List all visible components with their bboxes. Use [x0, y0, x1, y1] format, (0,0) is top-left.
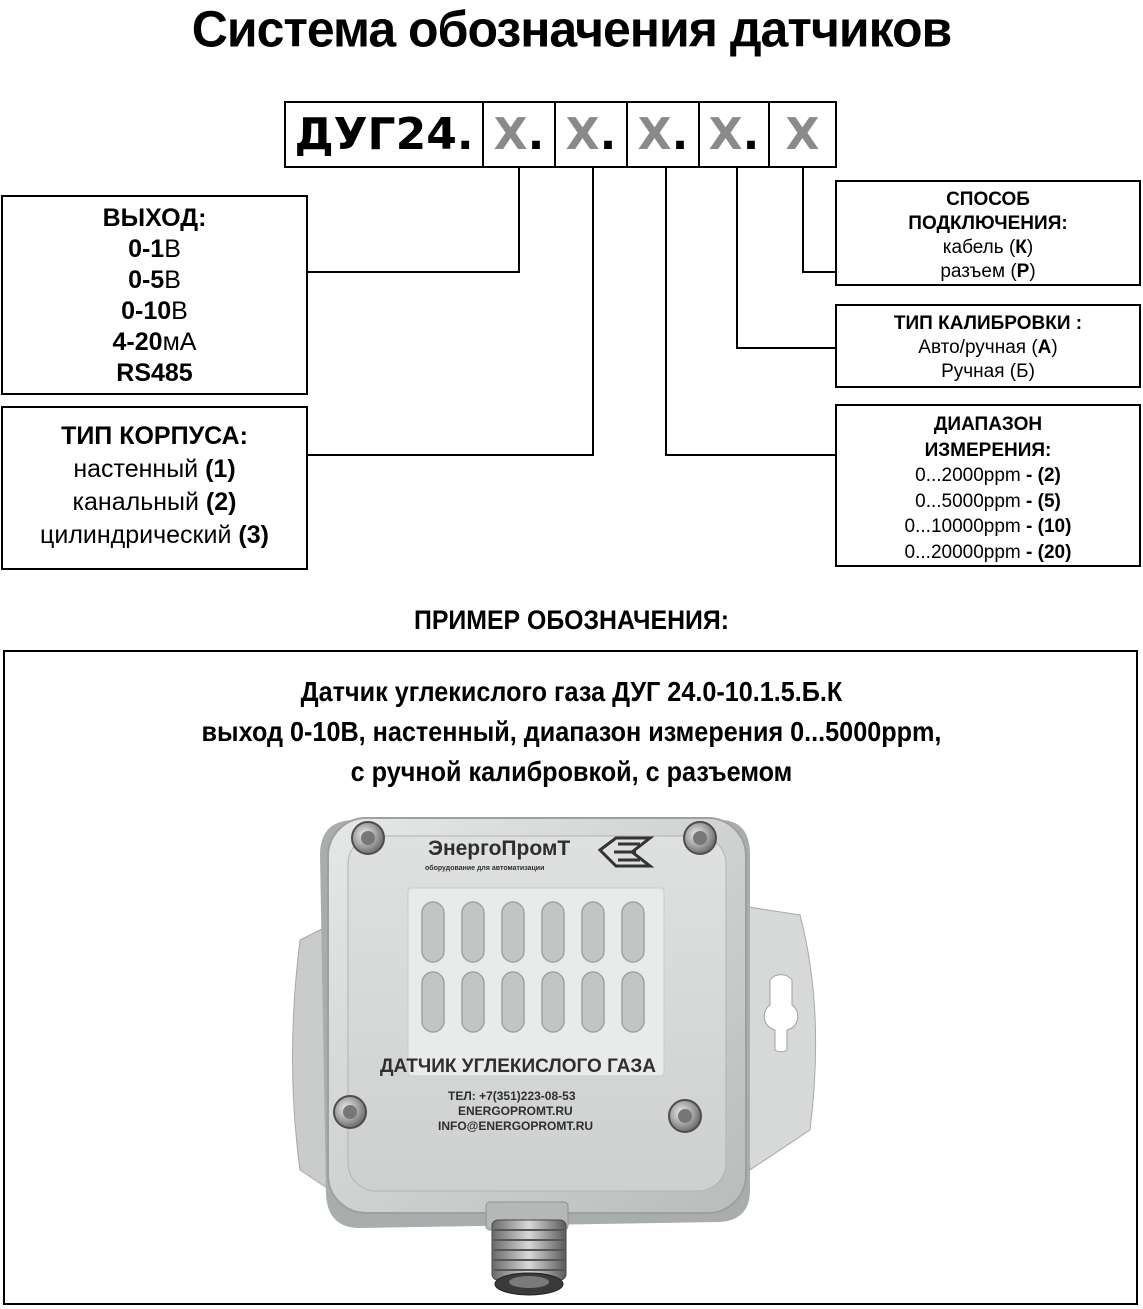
- device-email: INFO@ENERGOPROMT.RU: [438, 1119, 594, 1133]
- page-title: Система обозначения датчиков: [191, 0, 952, 58]
- housing-heading: ТИП КОРПУСА:: [61, 422, 248, 450]
- housing-option: цилиндрический (3): [40, 521, 269, 549]
- calibration-box: [835, 304, 1141, 388]
- range-heading: ИЗМЕРЕНИЯ:: [924, 439, 1052, 461]
- code-cell-range: [626, 101, 700, 168]
- code-dot: .: [671, 109, 689, 160]
- output-option: 0-1В: [128, 235, 181, 263]
- code-placeholder: X: [785, 109, 820, 160]
- screw-icon: [684, 822, 716, 854]
- housing-box: [1, 406, 308, 570]
- screw-icon: [334, 1096, 366, 1128]
- device-phone: ТЕЛ: +7(351)223-08-53: [448, 1089, 576, 1103]
- output-option: 4-20мА: [112, 328, 197, 356]
- range-heading: ДИАПАЗОН: [933, 414, 1043, 435]
- example-line: с ручной калибровкой, с разъемом: [350, 756, 793, 787]
- calibration-heading: ТИП КАЛИБРОВКИ :: [893, 313, 1083, 334]
- housing-option: настенный (1): [73, 455, 236, 483]
- connector-range: [666, 168, 835, 455]
- connection-option: кабель (К): [942, 237, 1034, 258]
- code-prefix-cell: [284, 101, 484, 168]
- connector-calibration: [737, 168, 835, 348]
- range-option: 0...20000ppm - (20): [904, 541, 1072, 563]
- housing-option: канальный (2): [72, 488, 237, 516]
- device-title-label: ДАТЧИК УГЛЕКИСЛОГО ГАЗА: [380, 1056, 657, 1077]
- connection-heading: ПОДКЛЮЧЕНИЯ:: [908, 213, 1068, 234]
- device-site: ENERGOPROMT.RU: [458, 1104, 573, 1118]
- screw-icon: [352, 822, 384, 854]
- device-photo: [280, 810, 840, 1300]
- connection-option: разъем (Р): [940, 261, 1036, 282]
- code-dot: .: [742, 109, 760, 160]
- code-cell-output: [482, 101, 556, 168]
- output-box: [1, 195, 308, 395]
- code-placeholder: X: [493, 109, 528, 160]
- code-dot: .: [599, 109, 617, 160]
- connector-output: [307, 168, 519, 272]
- calibration-option: Ручная (Б): [941, 361, 1035, 382]
- calibration-option: Авто/ручная (А): [918, 337, 1058, 358]
- code-cell-housing: [554, 101, 628, 168]
- connector-housing: [307, 168, 593, 455]
- range-option: 0...2000ppm - (2): [915, 465, 1061, 486]
- example-line: выход 0-10В, настенный, диапазон измерения 0...5000ppm,: [201, 716, 942, 747]
- example-heading: ПРИМЕР ОБОЗНАЧЕНИЯ:: [413, 605, 729, 635]
- range-box: [835, 404, 1141, 567]
- connector-connection: [803, 168, 835, 272]
- output-heading: ВЫХОД:: [102, 204, 207, 232]
- output-option: 0-10В: [121, 297, 188, 325]
- connection-box: [835, 180, 1141, 286]
- m12-connector-icon: [486, 1202, 568, 1295]
- code-prefix: ДУГ24: [294, 109, 457, 160]
- output-option: RS485: [116, 359, 193, 387]
- brand-name: ЭнергоПромТ: [428, 837, 571, 860]
- code-placeholder: X: [637, 109, 672, 160]
- code-placeholder: X: [565, 109, 600, 160]
- output-option: 0-5В: [128, 266, 181, 294]
- brand-tagline: оборудование для автоматизации: [425, 865, 545, 872]
- screw-icon: [669, 1100, 701, 1132]
- connection-heading: СПОСОБ: [946, 189, 1030, 210]
- example-line: Датчик углекислого газа ДУГ 24.0-10.1.5.Б.К: [300, 676, 843, 707]
- range-option: 0...5000ppm - (5): [915, 490, 1061, 512]
- code-cell-connection: [768, 101, 837, 168]
- code-dot: .: [527, 109, 545, 160]
- range-option: 0...10000ppm - (10): [904, 516, 1072, 537]
- code-dot: .: [456, 109, 474, 160]
- code-cell-calibration: [698, 101, 770, 168]
- code-placeholder: X: [708, 109, 743, 160]
